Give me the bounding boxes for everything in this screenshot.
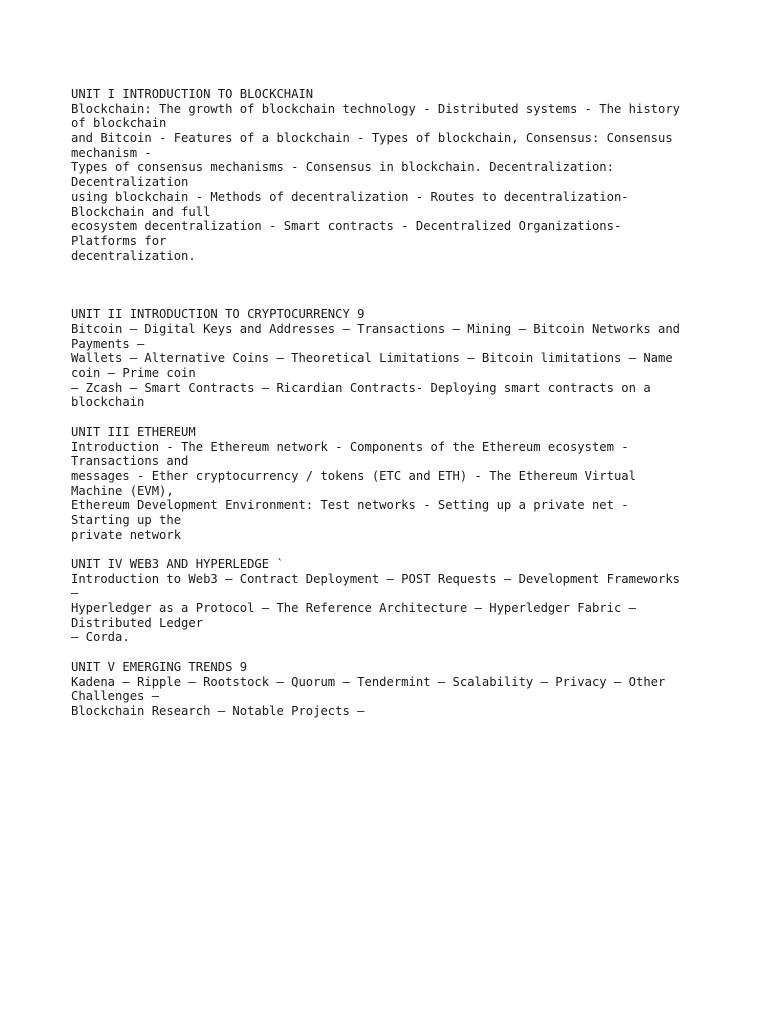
unit-2-text-line: – Zcash – Smart Contracts – Ricardian Contracts- Deploying smart contracts on a	[71, 380, 651, 395]
unit-3-text-line: Ethereum Development Environment: Test networks - Setting up a private net -	[71, 498, 629, 513]
unit-1-heading: UNIT I INTRODUCTION TO BLOCKCHAIN	[71, 87, 314, 101]
unit-2-text-line: coin – Prime coin	[71, 366, 196, 381]
unit-3-text-line: private network	[71, 527, 182, 542]
unit-5-section	[71, 660, 721, 719]
unit-1-text-line: Types of consensus mechanisms - Consensus in blockchain. Decentralization:	[71, 160, 614, 175]
unit-2-text-line: Payments –	[71, 336, 145, 351]
unit-4-text-line: –	[71, 586, 79, 601]
unit-4-text-line: Distributed Ledger	[71, 615, 204, 630]
unit-5-text-line: Blockchain Research – Notable Projects –	[71, 703, 365, 718]
unit-1-text-line: Blockchain: The growth of blockchain technology - Distributed systems - The history	[71, 101, 681, 116]
section-spacer	[71, 542, 721, 557]
unit-2-text-line: Wallets – Alternative Coins – Theoretical Limitations – Bitcoin limitations – Name	[71, 351, 673, 366]
unit-1-text-line: and Bitcoin - Features of a blockchain - Types of blockchain, Consensus: Consensus	[71, 131, 673, 146]
unit-1-text-line: Blockchain and full	[71, 204, 211, 219]
unit-3-heading: UNIT III ETHEREUM	[71, 424, 196, 439]
unit-1-text-line: using blockchain - Methods of decentralization - Routes to decentralization-	[71, 189, 629, 204]
unit-2-section	[71, 307, 721, 410]
unit-4-text-line: Hyperledger as a Protocol – The Reference Architecture – Hyperledger Fabric –	[71, 601, 636, 616]
unit-4-heading: UNIT IV WEB3 AND HYPERLEDGE `	[71, 557, 284, 572]
unit-1-text-line: mechanism -	[71, 145, 152, 160]
unit-3-text-line: Machine (EVM),	[71, 483, 174, 498]
unit-3-section	[71, 425, 721, 543]
section-spacer	[71, 263, 721, 292]
section-spacer	[71, 293, 721, 308]
unit-1-text-line: Decentralization	[71, 175, 189, 190]
unit-4-text-line: – Corda.	[71, 630, 130, 645]
unit-5-text-line: Kadena – Ripple – Rootstock – Quorum – Tendermint – Scalability – Privacy – Other	[71, 674, 666, 689]
unit-2-text-line: blockchain	[71, 395, 145, 410]
unit-1-text-line: of blockchain	[71, 116, 167, 131]
unit-4-section	[71, 557, 721, 645]
syllabus-document	[71, 87, 721, 719]
unit-1-section	[71, 87, 721, 263]
section-spacer	[71, 645, 721, 660]
unit-1-text-line: Platforms for	[71, 233, 167, 248]
unit-3-text-line: Starting up the	[71, 512, 182, 527]
unit-2-heading: UNIT II INTRODUCTION TO CRYPTOCURRENCY 9	[71, 307, 365, 322]
unit-3-text-line: Introduction - The Ethereum network - Components of the Ethereum ecosystem -	[71, 439, 629, 454]
unit-4-text-line: Introduction to Web3 – Contract Deployment – POST Requests – Development Frameworks	[71, 571, 681, 586]
section-spacer	[71, 410, 721, 425]
unit-5-text-line: Challenges –	[71, 689, 160, 704]
unit-1-text-line: decentralization.	[71, 248, 196, 263]
unit-3-text-line: Transactions and	[71, 454, 189, 469]
unit-5-heading: UNIT V EMERGING TRENDS 9	[71, 659, 248, 674]
unit-3-text-line: messages - Ether cryptocurrency / tokens (ETC and ETH) - The Ethereum Virtual	[71, 468, 636, 483]
unit-1-text-line: ecosystem decentralization - Smart contracts - Decentralized Organizations-	[71, 219, 622, 234]
unit-2-text-line: Bitcoin – Digital Keys and Addresses – Transactions – Mining – Bitcoin Networks and	[71, 322, 681, 337]
